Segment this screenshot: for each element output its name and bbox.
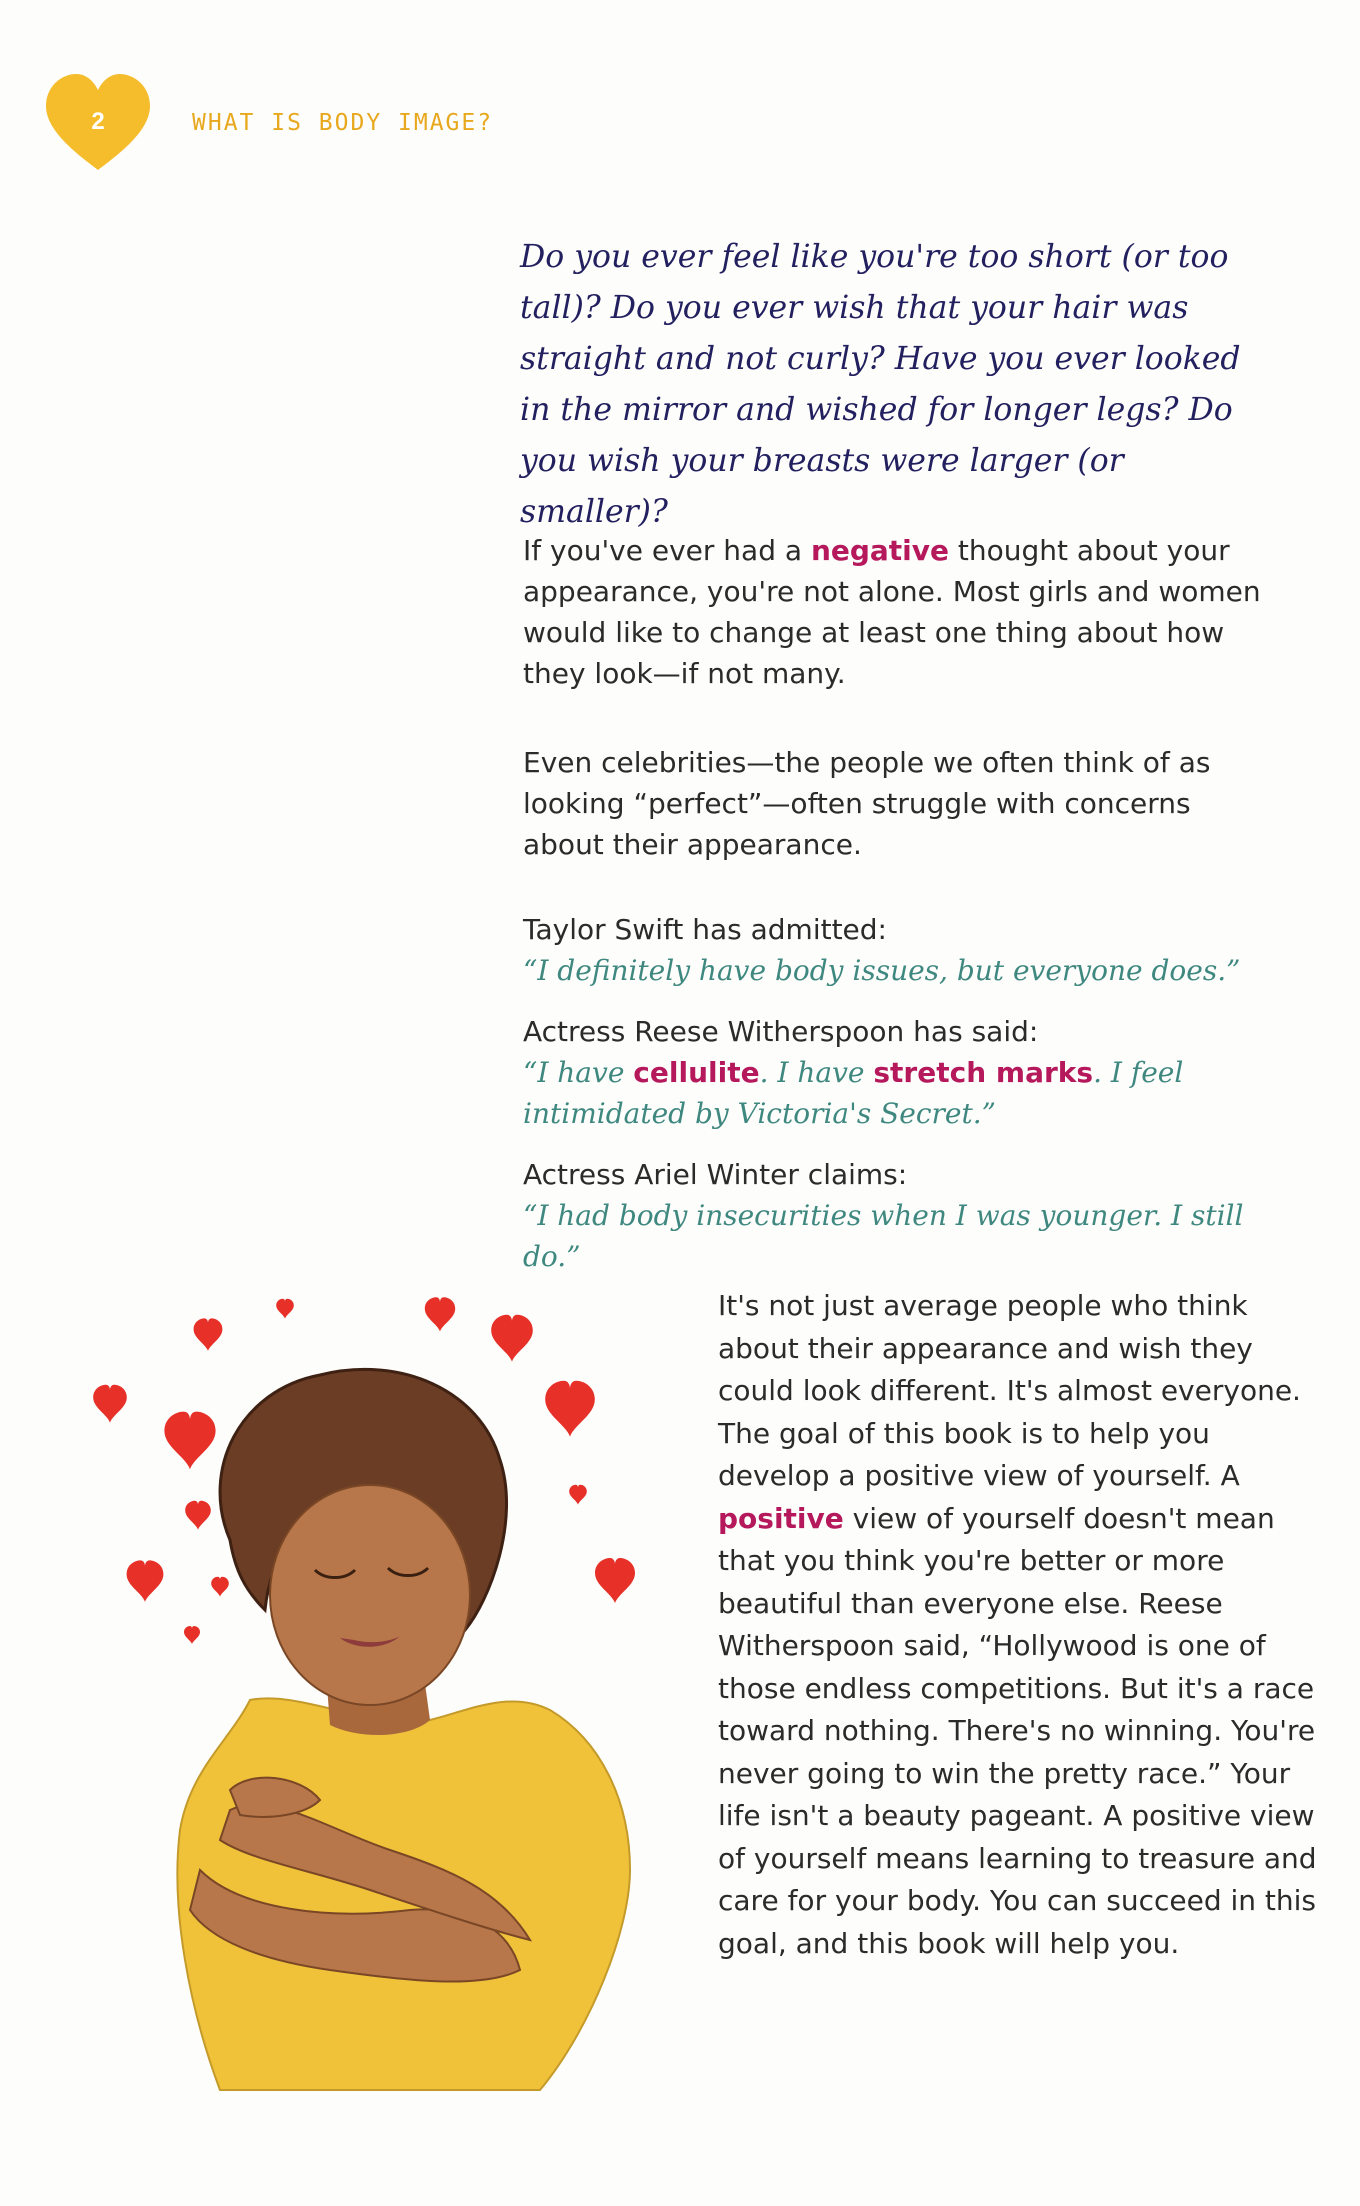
page-number: 2 [91, 108, 105, 135]
highlight-stretch-marks: stretch marks [873, 1056, 1094, 1089]
highlight-positive: positive [718, 1501, 844, 1535]
body-text: It's not just average people who think about their appearance and wish they could look different. It's almost everyone. The goal of this book is to help you develop a positive view of yourself. A [718, 1289, 1301, 1492]
page-header [42, 70, 742, 180]
body-text: view of yourself doesn't mean that you think you're better or more beautiful than everyone else. Reese Witherspoon said, “Hollywood is one of those endless competitions. But it's a race toward nothing. There's no winning. You're never going to win the pretty race.” Your life isn't a beauty pageant. A positive view of yourself means learning to treasure and care for your body. You can succeed in this goal, and this book will help you. [718, 1501, 1317, 1960]
woman-hugging-herself-illustration [70, 1270, 670, 2110]
quote-ariel-winter [523, 1155, 1283, 1277]
paragraph-celebrities: Even celebrities—the people we often think of as looking “perfect”—often struggle with concerns about their appearance. [523, 746, 1211, 861]
intro-questions: Do you ever feel like you're too short (or too tall)? Do you ever wish that your hair was straight and not curly? Have you ever looked in the mirror and wished for longer legs? Do you wish your breasts were larger (or smaller)? [520, 239, 1241, 530]
quote-attribution: Actress Reese Witherspoon has said: [523, 1015, 1039, 1048]
quote-segment: . I have [759, 1056, 874, 1089]
quote-segment: . I feel intimidated by Victoria's Secret.” [523, 1056, 1184, 1130]
quote-text: “I definitely have body issues, but everyone does.” [523, 954, 1241, 987]
paragraph-text: thought about your appearance, you're not alone. Most girls and women would like to change at least one thing about how they look—if not many. [523, 534, 1261, 690]
highlight-cellulite: cellulite [633, 1056, 760, 1089]
quote-attribution: Actress Ariel Winter claims: [523, 1158, 908, 1191]
quote-text [523, 1052, 1283, 1134]
face [270, 1485, 470, 1705]
highlight-negative: negative [810, 534, 950, 567]
chapter-title: WHAT IS BODY IMAGE? [192, 110, 494, 136]
body-paragraph-positive-view [718, 1285, 1318, 1965]
quote-text: “I had body insecurities when I was younger. I still do.” [523, 1199, 1244, 1273]
quote-taylor-swift [523, 910, 1283, 991]
paragraph-negative-thought [523, 530, 1263, 694]
quote-reese-witherspoon [523, 1012, 1283, 1134]
paragraph-text: If you've ever had a [523, 534, 811, 567]
quote-attribution: Taylor Swift has admitted: [523, 913, 887, 946]
quote-segment: “I have [523, 1056, 634, 1089]
